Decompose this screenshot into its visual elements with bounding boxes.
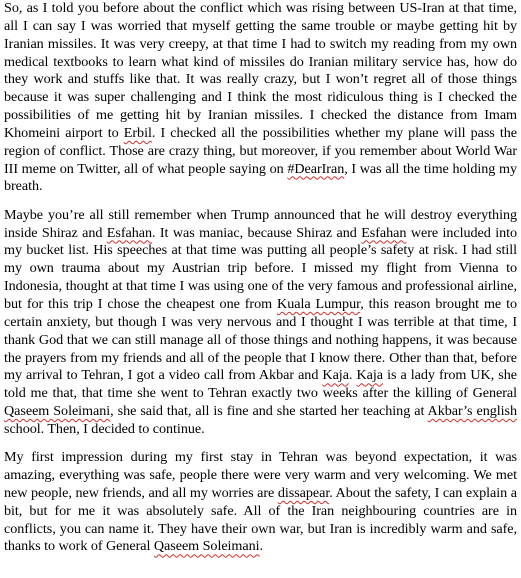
misspelled-word-akbars-english[interactable]: Akbar’s english [427,403,517,420]
misspelled-word-dissapear[interactable]: dissapear [277,484,330,501]
text-run: is a lady from UK, she told me that, that time she went to Tehran exactly two weeks after the killing of General [4,367,517,402]
text-run: My first impression during my first stay in Tehran was beyond expectation, it was amazing, everything was safe, people there were very warm and very welcoming. We met new people, new friends, and all my worries are [4,449,517,501]
text-run: . About the safety, I can explain a bit, but for me it was absolutely safe. All of the Iran neighbouring countries are in conflicts, you can name it. They have their own war, but Iran is incredibly warm and safe, thanks to work of General [4,484,517,555]
text-run: So, as I told you before about the conflict which was rising between US-Iran at that time, all I can say I was worried that myself getting the same trouble or maybe getting hit by Iranian missiles. It was very creepy, at that time I had to switch my reading from my own medical textbooks to learn what kind of missiles do Iranian military service has, how do they work and stuffs like that. It was really crazy, but I won’t regret all of those things because it was super challenging and I think the most ridiculous thing is I checked the possibilities of me getting hit by Iranian missiles. I checked the distance from Imam Khomeini airport to [4,0,517,141]
text-run: Maybe you’re all still remember when Trump announced that he will destroy everything inside Shiraz and [4,206,517,241]
text-run: . [348,367,357,384]
text-run: were included into my bucket list. His speeches at that time was putting all people’s safety at risk. I had still my own trauma about my Austrian trip before. I missed my flight from Vienna to Indonesia, thought at that time I was using one of the very famous and professional airline, but for this trip I chose the cheapest one from [4,224,518,312]
paragraph-trump-announcement [4,207,517,439]
misspelled-word-kaja[interactable]: Kaja [322,367,349,384]
text-run: , this reason brought me to certain anxiety, but though I was very nervous and I thought I was terrible at that time, I thank God that we can still manage all of those things and nothing happens, it was because the prayers from my friends and all of the people that I know there. Other than that, before my arrival to Tehran, I got a video call from Akbar and [4,296,518,384]
paragraph-conflict-worries [4,0,517,196]
text-run: . I checked all the possibilities whether my plane will pass the region of conflict. Those are crazy thing, but moreover, if you remember about World War III meme on Twitter, all of what people saying on [4,124,517,177]
misspelled-word-qaseem-soleimani[interactable]: Qaseem Soleimani [4,403,111,420]
misspelled-word-esfahan[interactable]: Esfahan [106,224,152,241]
text-run: . It was maniac, because Shiraz and [152,224,362,241]
paragraph-first-impression [4,449,517,556]
text-run: . [259,538,264,555]
misspelled-word-erbil[interactable]: Erbil [123,124,152,141]
misspelled-word-dear-iran[interactable]: #DearIran [287,160,345,177]
misspelled-word-esfahan[interactable]: Esfahan [361,224,407,241]
text-run: , she said that, all is fine and she started her teaching at [110,403,428,420]
text-run: school. Then, I decided to continue. [4,420,205,437]
misspelled-word-kuala-lumpur[interactable]: Kuala Lumpur [277,296,361,312]
text-run: , I was all the time holding my breath. [4,160,517,195]
misspelled-word-qaseem-soleimani[interactable]: Qaseem Soleimani [153,538,260,555]
misspelled-word-kaja[interactable]: Kaja [356,367,383,384]
